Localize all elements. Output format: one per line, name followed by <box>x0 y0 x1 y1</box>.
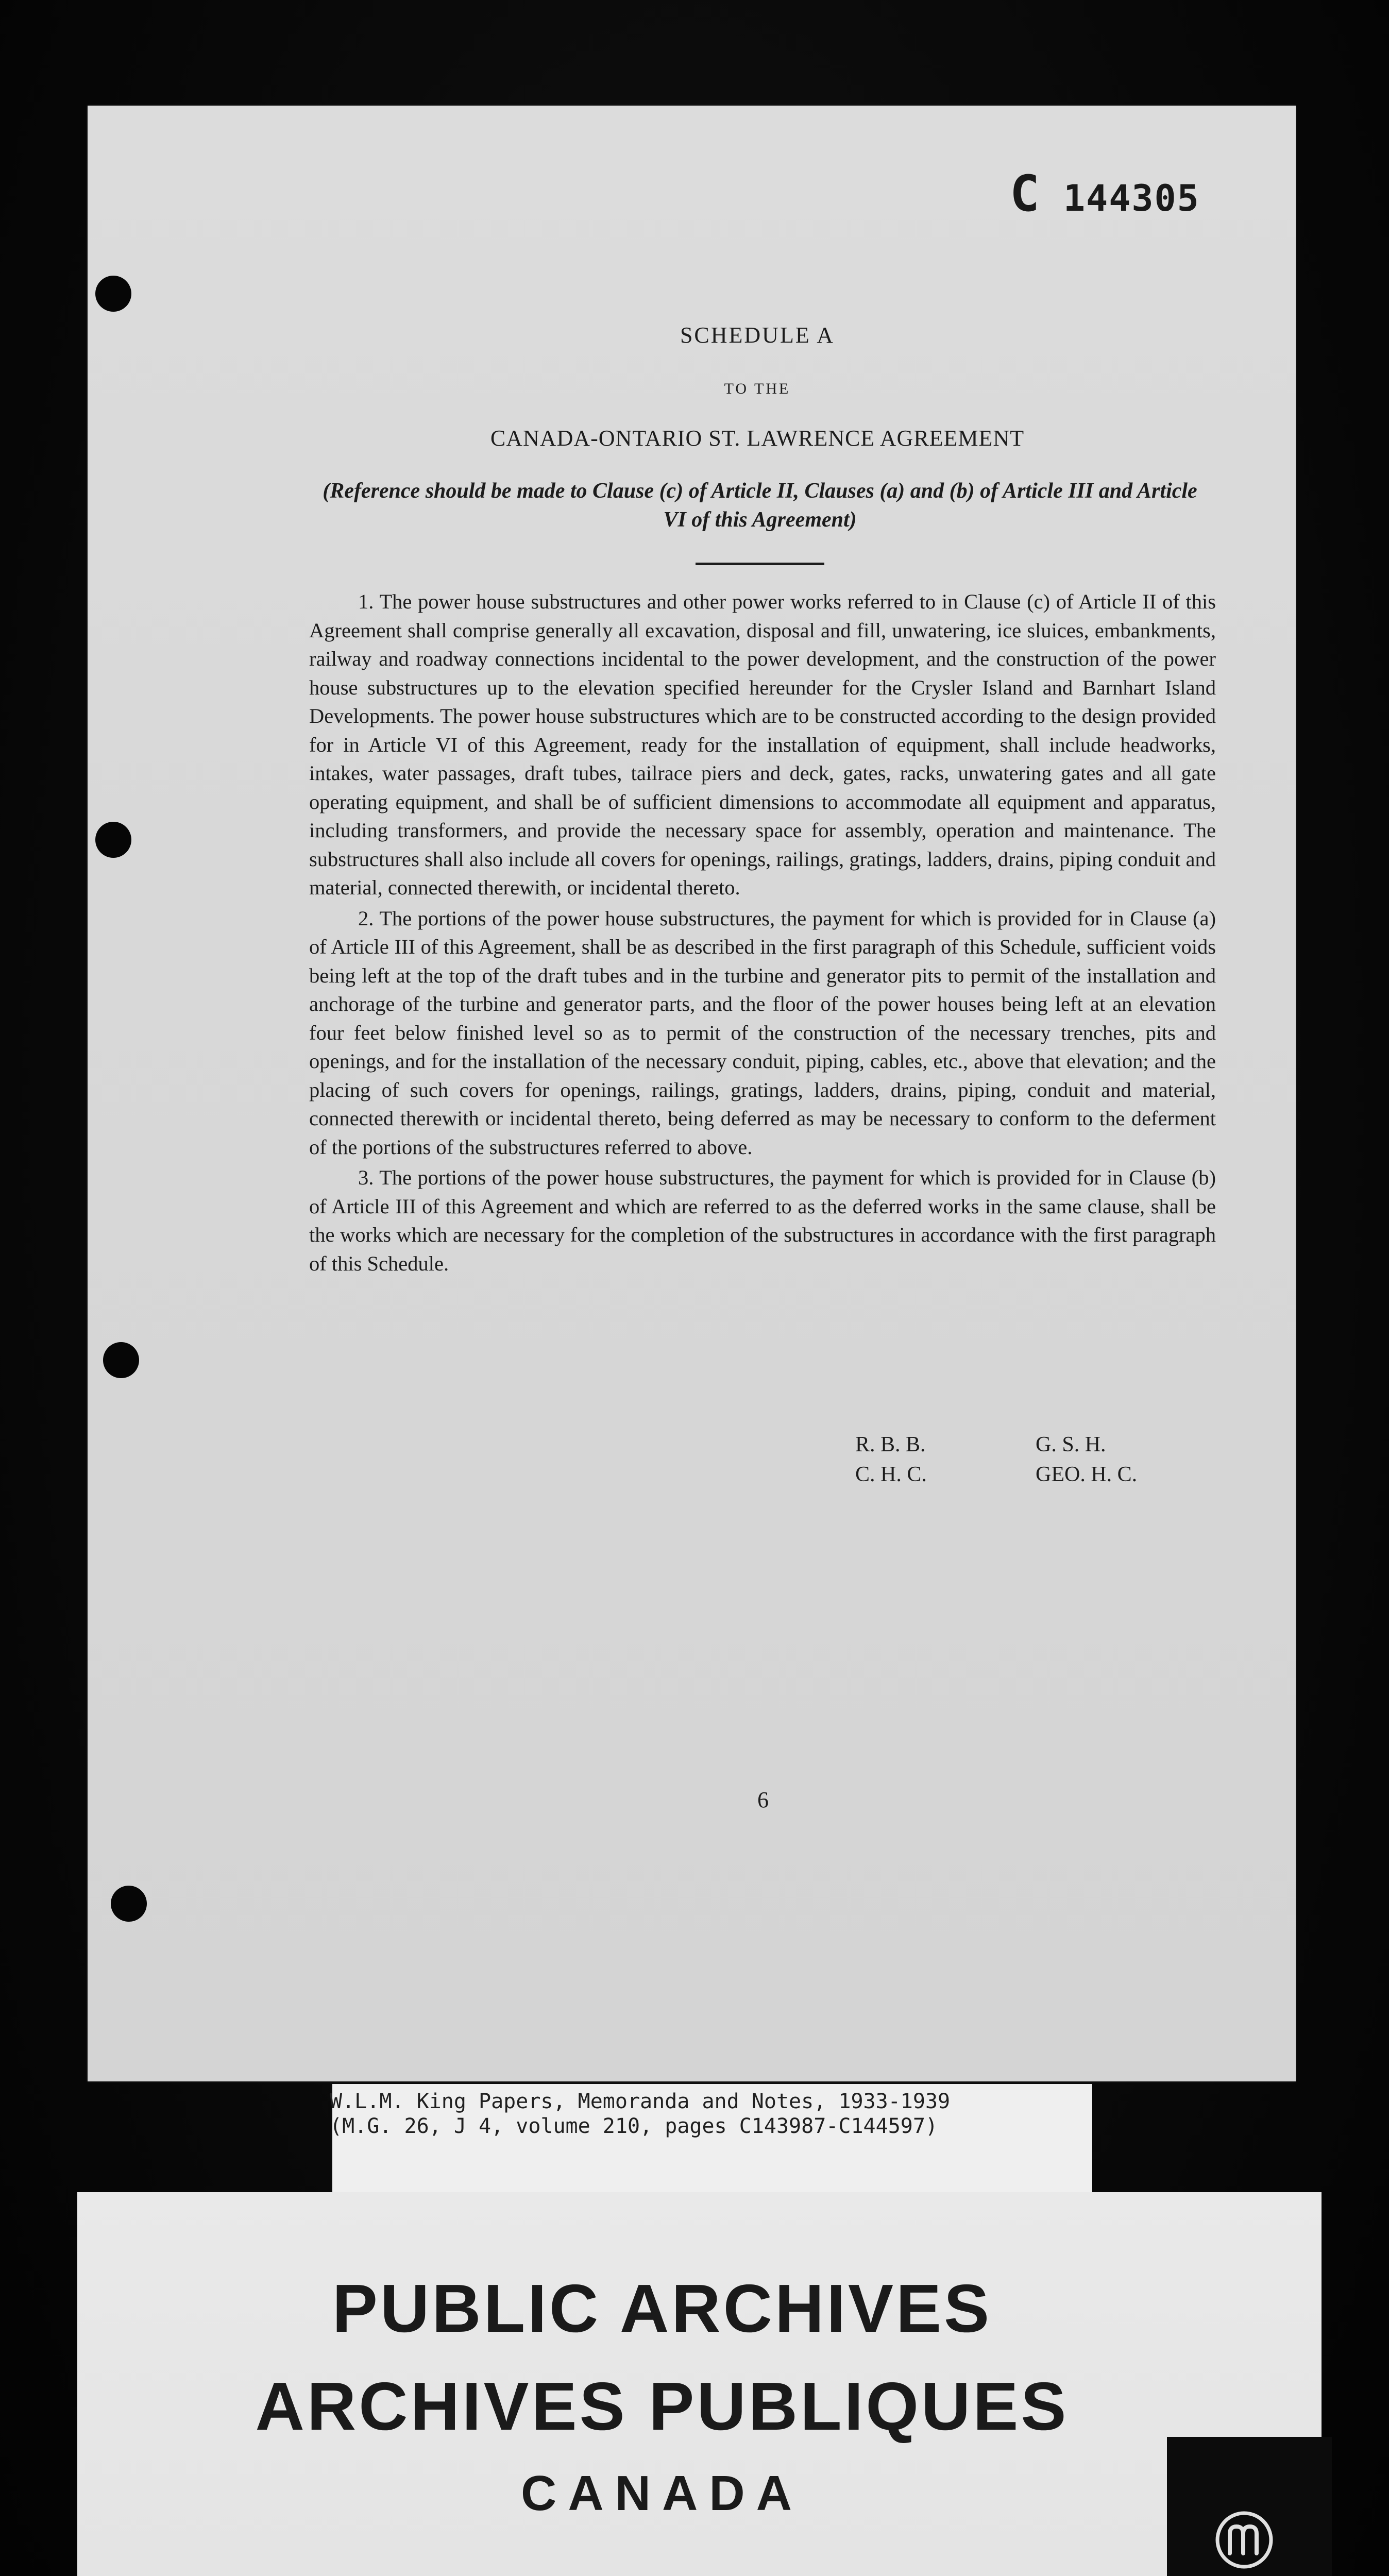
initials-entry: GEO. H. C. <box>1036 1463 1138 1486</box>
archive-card <box>77 2192 1322 2576</box>
reference-line-2: (M.G. 26, J 4, volume 210, pages C143987-C144597) <box>330 2114 938 2138</box>
punch-hole <box>111 1886 147 1922</box>
signatory-initials <box>855 1430 1137 1489</box>
paragraph-3: 3. The portions of the power house substructures, the payment for which is provided for in Clause (b) of Article III of this Agreement and which are referred to as the deferred works in the same clause, shall be the works which are necessary for the completion of the substructures in accordance with the first paragraph of this Schedule. <box>309 1166 1216 1275</box>
paragraph-1: 1. The power house substructures and other power works referred to in Clause (c) of Article II of this Agreement shall comprise generally all excavation, disposal and fill, unwatering, ice sluices, embankments, railway and roadway connections incidental to the power development, and the construction of the power house substructures up to the elevation specified hereunder for the Crysler Island and Barnhart Island Developments. The power house substructures which are to be constructed according to the design provided for in Article VI of this Agreement, ready for the installation of equipment, shall include headworks, intakes, water passages, draft tubes, tailrace piers and deck, gates, racks, unwatering gates and all gate operating equipment, and shall be of sufficient dimensions to accommodate all equipment and apparatus, including transformers, and provide the necessary space for assembly, operation and maintenance. The substructures shall also include all covers for openings, railings, gratings, ladders, drains, piping conduit and material, connected therewith, or incidental thereto. <box>309 590 1216 899</box>
initials-entry: R. B. B. <box>855 1433 926 1456</box>
reference-note: (Reference should be made to Clause (c) of Article II, Clauses (a) and (b) of Article III and Article VI of this Agreement) <box>323 479 1197 532</box>
initials-entry: C. H. C. <box>855 1463 927 1486</box>
paragraph-2: 2. The portions of the power house substructures, the payment for which is provided for in Clause (a) of Article III of this Agreement, shall be as described in the first paragraph of this Schedule, sufficient voids being left at the top of the draft tubes and in the turbine and generator pits to permit of the installation and anchorage of the turbine and generator parts, and the floor of the power houses being left at an elevation four feet below finished level so as to permit of the construction of the necessary trenches, pits and openings, and for the installation of the necessary conduit, piping, cables, etc., above that elevation; and the placing of such covers for openings, railings, gratings, ladders, drains, piping, conduit and material, connected therewith or incidental thereto, being deferred as may be necessary to conform to the deferment of the portions of the substructures referred to above. <box>309 906 1216 1159</box>
archive-line-french: ARCHIVES PUBLIQUES <box>255 2368 1069 2444</box>
reference-label-text <box>330 2089 950 2139</box>
document-number-prefix: C <box>1010 165 1041 223</box>
punch-hole <box>103 1342 139 1378</box>
reference-line-1: W.L.M. King Papers, Memoranda and Notes, 1933-1939 <box>330 2090 951 2113</box>
agreement-title: CANADA-ONTARIO ST. LAWRENCE AGREEMENT <box>490 426 1025 451</box>
punch-hole <box>95 822 131 858</box>
microfilm-logo-icon <box>1213 2509 1275 2571</box>
archive-line-country: CANADA <box>521 2466 803 2521</box>
initials-row <box>855 1430 1137 1460</box>
punch-hole <box>95 276 131 312</box>
archive-line-english: PUBLIC ARCHIVES <box>332 2270 992 2346</box>
divider-rule <box>696 563 824 565</box>
initials-row <box>855 1460 1137 1489</box>
schedule-title: SCHEDULE A <box>680 323 835 348</box>
schedule-body <box>309 587 1216 1280</box>
to-the-label: TO THE <box>724 380 791 397</box>
document-number <box>1010 165 1200 223</box>
initials-entry: G. S. H. <box>1036 1433 1106 1456</box>
page-number: 6 <box>757 1787 769 1812</box>
document-number-value: 144305 <box>1063 177 1200 219</box>
